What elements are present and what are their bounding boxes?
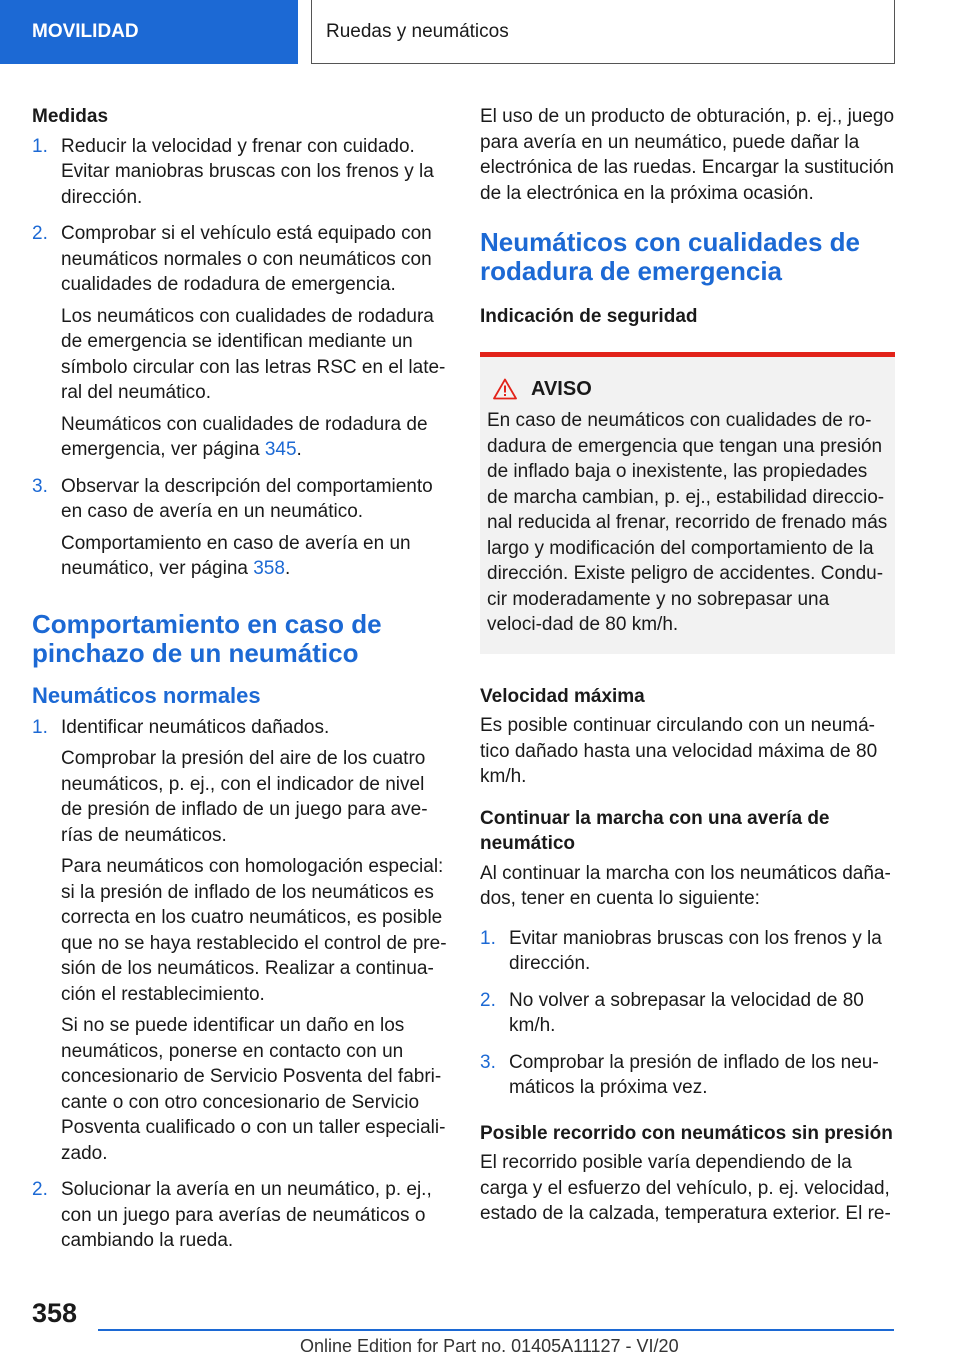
list-item xyxy=(32,474,450,588)
step-text: Reducir la velocidad y frenar con cuidado. Evitar maniobras bruscas con los frenos y la dirección. xyxy=(61,135,434,208)
warning-triangle-icon xyxy=(493,378,517,400)
list-item xyxy=(480,1050,895,1107)
step-text: Comportamiento en caso de avería en un neumático, ver página 358. xyxy=(61,532,411,579)
section-heading: Neumáticos con cualidades de rodadura de emergencia xyxy=(480,227,861,286)
continue-text: Al continuar la marcha con los neumáticos daña-dos, tener en cuenta lo siguiente: xyxy=(480,862,891,909)
step-text: Identificar neumáticos dañados. xyxy=(61,716,330,738)
step-number: 2. xyxy=(32,223,48,244)
range-title: Posible recorrido con neumáticos sin presión xyxy=(480,1122,893,1144)
chapter-title: Ruedas y neumáticos xyxy=(311,0,895,64)
warning-box xyxy=(480,352,895,654)
page-link-345[interactable]: 345 xyxy=(264,439,297,460)
page-header xyxy=(0,0,960,66)
warning-header xyxy=(487,377,888,403)
left-column xyxy=(32,104,450,1265)
step-text: Comprobar la presión de inflado de los neu-máticos la próxima vez. xyxy=(509,1051,879,1098)
section-heading: Comportamiento en caso de pinchazo de un neumático xyxy=(32,608,382,668)
step-number: 1. xyxy=(32,135,48,157)
measures-title: Medidas xyxy=(32,106,109,127)
right-column xyxy=(480,104,895,1237)
subsection-heading: Neumáticos normales xyxy=(32,682,261,708)
section-tab[interactable]: MOVILIDAD xyxy=(0,0,298,64)
step-text: Neumáticos con cualidades de rodadura de emergencia, ver página 345. xyxy=(61,413,428,460)
step-text: Los neumáticos con cualidades de rodadura de emergencia se identifican mediante un símbolo circular con las letras RSC en el late-ral del neumático. xyxy=(61,305,446,403)
step-text: Observar la descripción del comportamiento en caso de avería en un neumático. xyxy=(61,475,433,522)
step-text: Comprobar la presión del aire de los cuatro neumáticos, p. ej., con el indicador de nivel de presión de inflado de un juego para ave-rías de neumáticos. xyxy=(61,748,428,846)
range-text: El recorrido posible varía dependiendo de la carga y el esfuerzo del vehículo, p. ej. velocidad, estado de la calzada, temperatura exterior. El re- xyxy=(480,1152,891,1224)
page-link-358[interactable]: 358 xyxy=(253,558,285,579)
list-item xyxy=(480,926,895,983)
step-text: Si no se puede identificar un daño en los neumáticos, ponerse en contacto con un concesionario de Servicio Posventa del fabri-cante o con otro concesionario de Servicio Posventa cualificado o con un taller especiali-zado. xyxy=(61,1015,446,1164)
list-item xyxy=(32,715,450,1173)
list-item xyxy=(480,988,895,1045)
step-number: 3. xyxy=(480,1051,496,1073)
list-item xyxy=(32,1177,450,1260)
list-item xyxy=(32,221,450,469)
vmax-title: Velocidad máxima xyxy=(480,685,645,707)
intro-paragraph: El uso de un producto de obturación, p. ej., juego para avería en un neumático, puede dañar la electrónica de las ruedas. Encargar la sustitución de la electrónica en la próxima ocasión. xyxy=(480,106,895,204)
footer-divider xyxy=(98,1329,894,1331)
step-text: Solucionar la avería en un neumático, p. ej., con un juego para averías de neumáticos o cambiando la rueda. xyxy=(61,1179,432,1251)
warning-label: AVISO xyxy=(531,377,592,400)
step-text: Evitar maniobras bruscas con los frenos y la dirección. xyxy=(509,927,882,974)
edition-text: Online Edition for Part no. 01405A11127 - VI/20 xyxy=(300,1336,679,1356)
warning-text: En caso de neumáticos con cualidades de ro-dadura de emergencia que tengan una presión de inflado baja o inexistente, las propiedades de marcha cambian, p. ej., estabilidad direccio-nal reducida al frenar, recorrido de frenado más largo y modificación del comportamiento de la dirección. Existe peligro de accidentes. Condu-cir moderadamente y no sobrepasar una veloci-dad de 80 km/h. xyxy=(487,410,888,635)
step-text: Para neumáticos con homologación especial: si la presión de inflado de los neumáticos es correcta en los cuatro neumáticos, es posible que no se haya restablecido el control de pre-sión de los neumáticos. Realizar a continua-ción el restablecimiento. xyxy=(61,856,447,1005)
page-number: 358 xyxy=(32,1298,78,1328)
step-text: Comprobar si el vehículo está equipado con neumáticos normales o con neumáticos con cualidades de rodadura de emergencia. xyxy=(61,223,432,295)
step-text: No volver a sobrepasar la velocidad de 80 km/h. xyxy=(509,989,864,1036)
step-number: 1. xyxy=(480,927,496,949)
step-number: 2. xyxy=(32,1179,48,1200)
vmax-text: Es posible continuar circulando con un neumá-tico dañado hasta una velocidad máxima de 80 km/h. xyxy=(480,715,878,787)
step-number: 3. xyxy=(32,475,48,497)
step-number: 2. xyxy=(480,989,496,1011)
step-number: 1. xyxy=(32,716,48,738)
continue-title: Continuar la marcha con una avería de neumático xyxy=(480,807,830,854)
list-item xyxy=(32,134,450,217)
safety-title: Indicación de seguridad xyxy=(480,306,698,327)
